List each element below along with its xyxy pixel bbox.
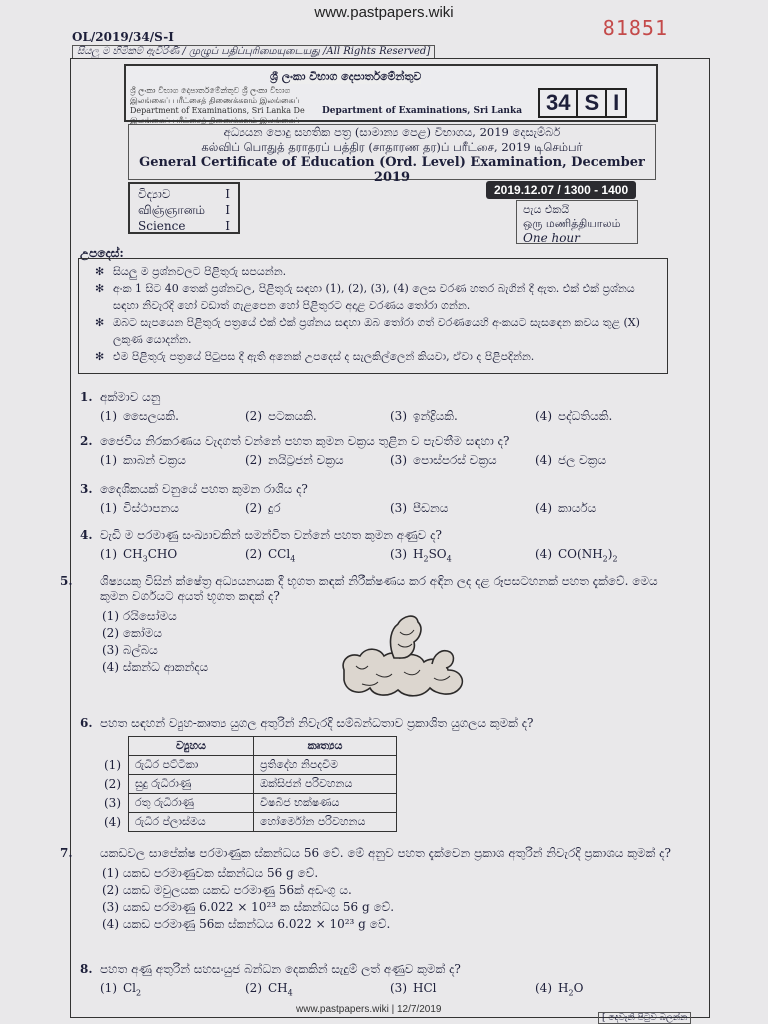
question-text: අක්මාව යනු [100, 390, 161, 404]
formula-part: SO [428, 547, 447, 561]
question-number: 8. [80, 962, 93, 976]
code-box: I [613, 90, 620, 115]
dept-line: இலங்கைப் பரீட்சைத் திணைக்களம் இலங்கைப் [130, 116, 300, 125]
table-row [129, 794, 397, 813]
subject-part: I [225, 187, 230, 201]
instruction-item [87, 348, 659, 365]
option-text: විස්ථාපනය [123, 501, 179, 515]
column-header: කෘත්‍යය [254, 737, 397, 756]
option-number: (2) [245, 409, 262, 423]
formula-part: CCl [268, 547, 291, 561]
instruction-text: ඔබට සැපයෙන පිළිතුරු පත්‍රයේ එක් එක් ප්‍රශ්නය සඳහා ඔබ තෝරා ගත් වරණයෙහි අංකයට සැසඳෙන කවය තුළ (X) ලකුණ යොදන්න. [113, 316, 640, 346]
subject-row [138, 186, 230, 202]
option-number: (4) [535, 501, 552, 515]
date-time-badge: 2019.12.07 / 1300 - 1400 [486, 181, 636, 199]
option-number: (2) [104, 777, 121, 791]
option-number: (2) [245, 547, 262, 561]
question-6 [80, 716, 680, 731]
option [535, 981, 680, 997]
instruction-item [87, 280, 659, 314]
question-number: 7. [60, 846, 73, 860]
question-number: 3. [80, 482, 93, 496]
exam-title-box [128, 124, 656, 185]
option [245, 501, 390, 516]
organisation-title: ශ්‍රී ලංකා විභාග දෙපාර්තමේන්තුව [270, 70, 422, 83]
instructions-heading: උපදෙස්: [80, 246, 124, 260]
question-text: යකඩවල සාපේක්ෂ පරමාණුක ස්කන්ධය 56 වේ. මේ අනුව පහත දැක්වෙන ප්‍රකාශ අතුරින් නිවැරදි ප්‍රකාශය කුමක් ද? [100, 846, 671, 860]
option-number: (3) [390, 547, 407, 561]
formula-part: CHO [147, 547, 178, 561]
option-number: (3) [390, 981, 407, 995]
rights-notice: සියලු ම හිමිකම් ඇවිරිණි / முழுப் பதிப்புரிமையுடையது /All Rights Reserved] [72, 45, 435, 59]
code-box: S [578, 90, 607, 116]
option-number: (3) [102, 900, 119, 914]
option [100, 981, 245, 997]
option-text: සෛලයකි. [123, 409, 179, 423]
option-text: යකඩ මවුලයක යකඩ පරමාණු 56ක් අඩංගු ය. [122, 883, 352, 897]
question-text: දෛශිකයක් වනුයේ පහත කුමන රාශිය ද? [100, 482, 308, 496]
formula-part: HCl [413, 981, 437, 995]
formula-part: Cl [123, 981, 137, 995]
subject-row [138, 218, 230, 234]
option-number: (2) [245, 981, 262, 995]
question-number: 5. [60, 574, 73, 588]
options-row [80, 409, 680, 424]
question-text: ජෛවීය නිරකරණය වැදගත් වන්නේ පහත කුමන චක්‍රය තුළින ව පැවතීම සඳහා ද? [100, 434, 510, 448]
option-text: පීඩනය [413, 501, 449, 515]
option [100, 501, 245, 516]
option [390, 981, 535, 997]
option [102, 882, 680, 899]
option-text: පටකයකි. [268, 409, 317, 423]
question-text: පහත සඳහන් ව්‍යුහ-කෘත්‍ය යුගල අතුරින් නිවැරදි සම්බන්ධතාව ප්‍රකාශිත යුගලය කුමක් ද? [100, 716, 534, 730]
question-7 [60, 846, 680, 933]
option-text: කාබන් චක්‍රය [123, 453, 186, 467]
option [390, 453, 535, 468]
option-number: (3) [390, 409, 407, 423]
question-number: 2. [80, 434, 93, 448]
option [245, 547, 390, 563]
table-cell: රුධිර පට්ටිකා [129, 756, 254, 775]
question-3 [80, 482, 680, 516]
table-row [129, 813, 397, 832]
option-number: (1) [100, 981, 117, 995]
asterisk-icon: ✻ [95, 316, 105, 329]
department-lines [130, 86, 305, 126]
table-cell: හෝර්මෝන පරිවහනය [254, 813, 397, 832]
asterisk-icon: ✻ [95, 265, 105, 278]
option-text: නයිට්‍රජන් චක්‍රය [268, 453, 344, 467]
rhizome-illustration [336, 608, 470, 704]
table-cell: සුදු රුධිරාණු [129, 775, 254, 794]
options-list [80, 865, 680, 933]
table-row [129, 775, 397, 794]
duration-english: One hour [523, 231, 580, 245]
option [390, 501, 535, 516]
exam-title-tamil: கல்விப் பொதுத் தராதரப் பத்திர (சாதாரண தர)ப் பரீட்சை, 2019 டிசெம்பர் [201, 140, 583, 154]
turn-over-note: [ දෙවැනි පිටුව බලන්න [598, 1012, 691, 1024]
question-1 [80, 390, 680, 424]
option-text: ජල චක්‍රය [558, 453, 607, 467]
footer-watermark: www.pastpapers.wiki | 12/7/2019 [296, 1004, 442, 1015]
option-text: යකඩ පරමාණු 6.022 × 10²³ ක ස්කන්ධය 56 g වේ. [122, 900, 395, 914]
option-number: (1) [100, 547, 117, 561]
formula-subscript: 4 [446, 554, 452, 564]
option-number: (1) [100, 453, 117, 467]
instructions-box [78, 258, 668, 374]
table-header-row [129, 737, 397, 756]
option [102, 865, 680, 882]
option [535, 547, 680, 563]
option-number: (4) [535, 547, 552, 561]
watermark-url: www.pastpapers.wiki [314, 4, 454, 21]
subject-name: Science [138, 219, 186, 233]
option [535, 501, 680, 516]
code-box: 34 [540, 90, 578, 116]
subject-row [138, 202, 230, 218]
option-number: (1) [102, 866, 119, 880]
subject-part: I [225, 219, 230, 233]
instruction-text: එම පිළිතුරු පත්‍රයේ පිටුපස දී ඇති අනෙක් උපදෙස් ද සැලකිල්ලෙන් කියවා, ඒවා ද පිළිපදින්න. [113, 350, 535, 363]
option [100, 453, 245, 468]
dept-line: Department of Examinations, Sri Lanka De [130, 106, 305, 115]
formula-part: CO(NH [558, 547, 603, 561]
option [102, 916, 680, 933]
option-number: (4) [535, 981, 552, 995]
paper-code: OL/2019/34/S-I [72, 30, 174, 44]
duration-tamil: ஒரு மணித்தியாலம் [523, 217, 621, 230]
option-number: (1) [100, 501, 117, 515]
question-number: 4. [80, 528, 93, 542]
options-row [80, 981, 680, 997]
option-number: (3) [104, 796, 121, 810]
question-8 [80, 962, 680, 997]
asterisk-icon: ✻ [95, 282, 105, 295]
options-row [80, 501, 680, 516]
serial-number: 81851 [602, 16, 668, 40]
option-text: පොස්පරස් චක්‍රය [413, 453, 497, 467]
formula-subscript: 4 [287, 988, 293, 998]
table-cell: රතු රුධිරාණු [129, 794, 254, 813]
instruction-item [87, 314, 659, 348]
option [245, 453, 390, 468]
question-number: 1. [80, 390, 93, 404]
table-cell: ඔක්සිජන් පරිවහනය [254, 775, 397, 794]
department-strip: Department of Examinations, Sri Lanka [322, 106, 523, 116]
question-text: පහත අණු අතුරින් සහසංයුජ බන්ධන දෙකකින් සැදුම් ලත් අණුව කුමක් ද? [100, 962, 461, 976]
formula-subscript: 2 [423, 554, 429, 564]
table-cell: ප්‍රතිදේහ නිපදවීම [254, 756, 397, 775]
formula-part: H [413, 547, 424, 561]
option-number: (3) [390, 453, 407, 467]
question-text: ශිෂ්‍යයකු විසින් ක්ෂේත්‍ර අධ්‍යයනයක දී භූගත කඳක් නිරීක්ෂණය කර අඳින ලද දළ රූපසටහනක් පහත දැක්වේ. මෙය කුමන වර්ගයට අයත් භූගත කඳක් ද? [100, 574, 658, 603]
asterisk-icon: ✻ [95, 350, 105, 363]
question-text: වැඩි ම පරමාණු සංඛ්‍යාවකින් සමන්විත වන්නේ පහත කුමන අණුව ද? [100, 528, 442, 542]
option-text: යකඩ පරමාණුවක ස්කන්ධය 56 g වේ. [122, 866, 319, 880]
option-number: (2) [245, 453, 262, 467]
table-option-numbers [104, 756, 121, 832]
option-number: (2) [245, 501, 262, 515]
option-number: (1) [100, 409, 117, 423]
option-number: (4) [104, 815, 121, 829]
option [390, 547, 535, 563]
formula-part: CH [268, 981, 288, 995]
question-4 [80, 528, 680, 563]
instruction-text: අංක 1 සිට 40 තෙක් ප්‍රශ්නවල, පිළිතුරු සඳහා (1), (2), (3), (4) ලෙස වරණ හතර බැගින් දී ඇත. එක් එක් ප්‍රශ්නය සඳහා නිවැරදි හෝ වඩාත් ගැළපෙන හෝ පිළිතුරට අදාළ වරණය තෝරා ගන්න. [113, 282, 635, 312]
option-text: ස්කන්ධ ආකන්දය [122, 660, 209, 674]
options-row [80, 547, 680, 563]
table-row [129, 756, 397, 775]
option-number: (4) [535, 453, 552, 467]
formula-part: ) [607, 547, 613, 561]
option-text: යකඩ පරමාණු 56ක ස්කන්ධය 6.022 × 10²³ g වේ. [122, 917, 391, 931]
option [390, 409, 535, 424]
option-text: රයිසෝමය [122, 609, 177, 623]
formula-subscript: 2 [602, 554, 608, 564]
option-text: බල්බය [122, 643, 158, 657]
subject-part: I [225, 203, 230, 217]
formula-subscript: 3 [142, 554, 148, 564]
option [245, 409, 390, 424]
option-number: (3) [102, 643, 119, 657]
instruction-text: සියලු ම ප්‍රශ්නවලට පිළිතුරු සපයන්න. [113, 265, 287, 278]
option [535, 409, 680, 424]
option-number: (2) [102, 626, 119, 640]
formula-part: H [558, 981, 569, 995]
option-text: ඉන්ද්‍රියකි. [413, 409, 458, 423]
column-header: ව්‍යුහය [129, 737, 254, 756]
options-row [80, 453, 680, 468]
subject-name: விஞ்ஞானம் [138, 203, 205, 217]
option [102, 899, 680, 916]
dept-line: இலங்கைப் பரீட்சைத் திணைக்களம் இலங்கைப் [130, 96, 300, 105]
formula-subscript: 2 [568, 988, 574, 998]
option-number: (4) [535, 409, 552, 423]
option [245, 981, 390, 997]
table-cell: විෂබීජ භක්ෂණය [254, 794, 397, 813]
option-text: කෝමය [122, 626, 162, 640]
formula-part: CH [123, 547, 143, 561]
duration-sinhala: පැය එකයි [523, 203, 570, 216]
table-cell: රුධිර ප්ලාස්මය [129, 813, 254, 832]
question-number: 6. [80, 716, 93, 730]
formula-part: O [573, 981, 584, 995]
instruction-item [87, 263, 659, 280]
subject-box [128, 182, 240, 234]
dept-line: ශ්‍රී ලංකා විභාග දෙපාර්තමේන්තුව ශ්‍රී ලංකා විභාග [130, 86, 291, 95]
option [100, 409, 245, 424]
subject-name: විද්‍යාව [138, 187, 171, 201]
option [535, 453, 680, 468]
exam-title-sinhala: අධ්‍යයන පොදු සහතික පත්‍ර (සාමාන්‍ය පෙළ) විභාගය, 2019 දෙසැම්බර් [223, 125, 561, 139]
subject-code-boxes [538, 88, 627, 118]
structure-function-table [128, 736, 397, 832]
option-number: (4) [102, 660, 119, 674]
option-text: පද්ධතියකි. [558, 409, 613, 423]
option-number: (2) [102, 883, 119, 897]
duration-box [516, 200, 638, 244]
option-text: දුර [268, 501, 281, 515]
formula-subscript: 2 [612, 554, 618, 564]
formula-subscript: 4 [290, 554, 296, 564]
question-2 [80, 434, 680, 468]
option-number: (3) [390, 501, 407, 515]
option-number: (1) [102, 609, 119, 623]
formula-subscript: 2 [136, 988, 142, 998]
option-number: (1) [104, 758, 121, 772]
option-text: කාර්යය [558, 501, 597, 515]
exam-title-english: General Certificate of Education (Ord. Level) Examination, December 2019 [139, 155, 645, 185]
option [100, 547, 245, 563]
option-number: (4) [102, 917, 119, 931]
